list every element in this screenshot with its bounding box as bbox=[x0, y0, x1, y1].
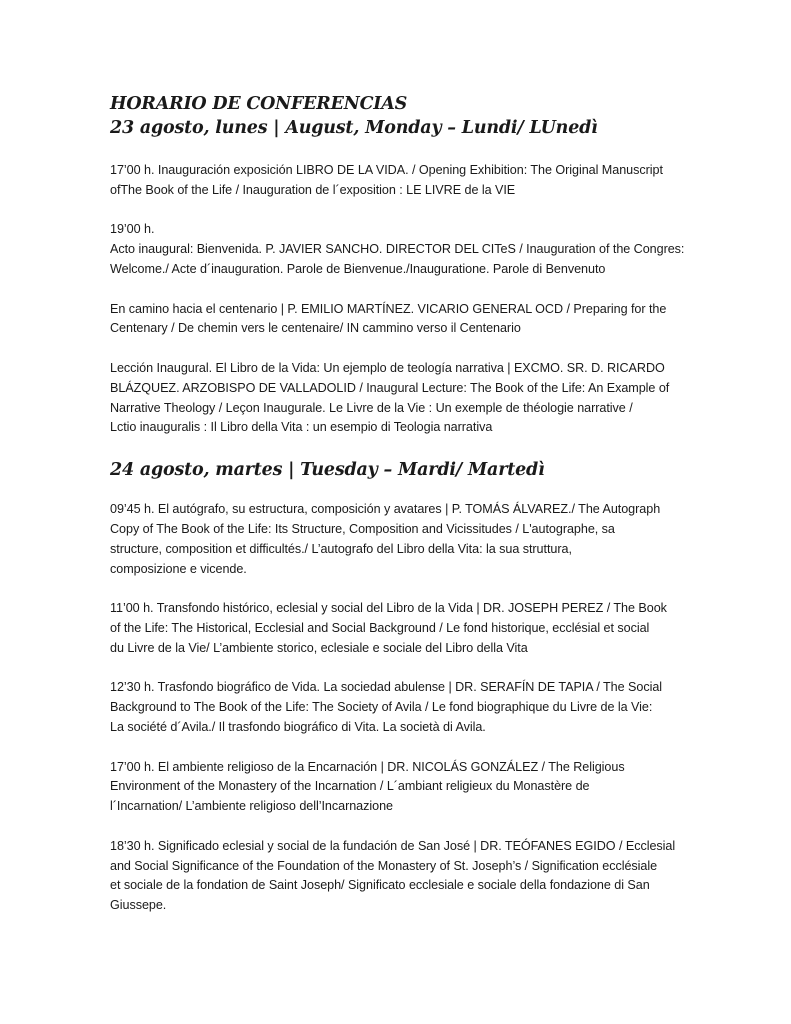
entry-centenary bbox=[110, 300, 690, 340]
entry-inaugural-lecture bbox=[110, 359, 690, 438]
entry-line: Background to The Book of the Life: The Society of Avila / Le fond biographique du Livre de la Vie: bbox=[110, 700, 653, 715]
entry-line: 17’00 h. Inauguración exposición LIBRO DE LA VIDA. / Opening Exhibition: The Original Manuscript bbox=[110, 163, 663, 177]
entry-line: La société d´Avila./ Il trasfondo biográfico di Vita. La società di Avila. bbox=[110, 719, 486, 734]
entry-line: of the Life: The Historical, Ecclesial and Social Background / Le fond historique, ecclésial et social bbox=[110, 620, 650, 635]
entry-line: and Social Significance of the Foundation of the Monastery of St. Joseph’s / Signification ecclésiale bbox=[110, 858, 658, 873]
schedule-title: HORARIO DE CONFERENCIAS bbox=[110, 94, 408, 114]
entry-line: et sociale de la fondation de Saint Joseph/ Significato ecclesiale e sociale della fondazione di San bbox=[110, 878, 650, 893]
entry-line: 17’00 h. El ambiente religioso de la Encarnación | DR. NICOLÁS GONZÁLEZ / The Religious bbox=[110, 759, 625, 774]
entry-historical-background bbox=[110, 599, 690, 658]
entry-line: ofThe Book of the Life / Inauguration de l´exposition : LE LIVRE de la VIE bbox=[110, 182, 516, 197]
entry-line: Narrative Theology / Leçon Inaugurale. Le Livre de la Vie : Un exemple de théologie narrative / bbox=[110, 400, 633, 415]
entry-line: 12’30 h. Trasfondo biográfico de Vida. La sociedad abulense | DR. SERAFÍN DE TAPIA / The Social bbox=[110, 680, 663, 695]
entry-biographical-background bbox=[110, 678, 690, 737]
entry-line: 19’00 h. bbox=[110, 222, 155, 237]
entry-autograph bbox=[110, 500, 690, 579]
entry-line: l´Incarnation/ L’ambiente religioso dell’Incarnazione bbox=[110, 799, 393, 814]
entry-line: 09’45 h. El autógrafo, su estructura, composición y avatares | P. TOMÁS ÁLVAREZ./ The Autograph bbox=[110, 502, 661, 517]
entry-line: Lección Inaugural. El Libro de la Vida: Un ejemplo de teología narrativa | EXCMO. SR. D. RICARDO bbox=[110, 360, 665, 375]
entry-inaugural-act bbox=[110, 220, 690, 279]
document-page bbox=[110, 92, 690, 916]
entry-line: structure, composition et difficultés./ L’autografo del Libro della Vita: la sua struttura, bbox=[110, 541, 572, 556]
day-heading-tuesday: 24 agosto, martes | Tuesday – Mardi/ Martedì bbox=[110, 460, 545, 481]
entry-san-jose-foundation bbox=[110, 837, 690, 916]
entry-line: Acto inaugural: Bienvenida. P. JAVIER SANCHO. DIRECTOR DEL CITeS / Inauguration of the Congres: bbox=[110, 242, 685, 257]
entry-line: BLÁZQUEZ. ARZOBISPO DE VALLADOLID / Inaugural Lecture: The Book of the Life: An Example of bbox=[110, 380, 670, 395]
entry-line: Copy of The Book of the Life: Its Structure, Composition and Vicissitudes / L'autographe, sa bbox=[110, 521, 615, 536]
entry-line: du Livre de la Vie/ L’ambiente storico, eclesiale e sociale del Libro della Vita bbox=[110, 640, 528, 655]
entry-religious-environment bbox=[110, 758, 690, 817]
entry-line: 11’00 h. Transfondo histórico, eclesial y social del Libro de la Vida | DR. JOSEPH PEREZ / The Book bbox=[110, 601, 667, 616]
entry-line: composizione e vicende. bbox=[110, 561, 247, 576]
entry-line: Environment of the Monastery of the Incarnation / L´ambiant religieux du Monastère de bbox=[110, 779, 590, 794]
entry-line: Lctio inauguralis : Il Libro della Vita : un esempio di Teologia narrativa bbox=[110, 420, 493, 435]
entry-line: 18’30 h. Significado eclesial y social de la fundación de San José | DR. TEÓFANES EGIDO / Ecclesial bbox=[110, 838, 676, 853]
entry-line: Welcome./ Acte d´inauguration. Parole de Bienvenue./Inauguratione. Parole di Benvenuto bbox=[110, 261, 606, 276]
entry-line: Centenary / De chemin vers le centenaire/ IN cammino verso il Centenario bbox=[110, 321, 521, 336]
monday-entries bbox=[110, 161, 690, 438]
tuesday-entries bbox=[110, 500, 690, 916]
day-heading-monday: 23 agosto, lunes | August, Monday – Lundi/ LUnedì bbox=[110, 118, 598, 138]
entry-opening-exhibition bbox=[110, 161, 690, 201]
entry-line: En camino hacia el centenario | P. EMILIO MARTÍNEZ. VICARIO GENERAL OCD / Preparing for the bbox=[110, 301, 667, 316]
entry-line: Giussepe. bbox=[110, 898, 167, 913]
